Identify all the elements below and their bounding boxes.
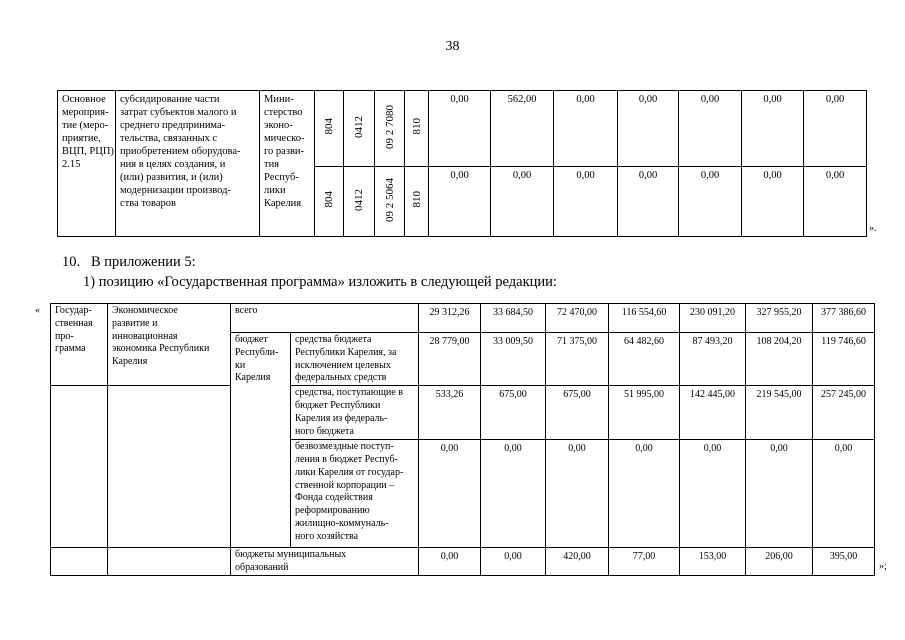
- closing-quote-mark: »;: [879, 561, 887, 572]
- empty-cell: [108, 386, 231, 548]
- amount-cell: 0,00: [481, 548, 546, 576]
- amount-cell: 116 554,60: [609, 304, 680, 333]
- opening-quote-mark: «: [35, 305, 40, 316]
- table-row: [51, 548, 875, 576]
- amount-cell: 28 779,00: [419, 333, 481, 386]
- amount-cell: 29 312,26: [419, 304, 481, 333]
- amount-cell: 108 204,20: [746, 333, 813, 386]
- amount-cell: 0,00: [419, 548, 481, 576]
- amount-cell: 219 545,00: [746, 386, 813, 440]
- amount-cell: 0,00: [481, 440, 546, 548]
- code-cell: [405, 167, 429, 237]
- amount-cell: 87 493,20: [680, 333, 746, 386]
- amount-cell: 533,26: [419, 386, 481, 440]
- source-label: бюджеты муниципальных образований: [231, 548, 419, 576]
- amount-cell: 420,00: [546, 548, 609, 576]
- amount-cell: 0,00: [429, 167, 491, 237]
- amount-cell: 119 746,60: [813, 333, 875, 386]
- program-funding-table: [50, 303, 875, 576]
- amount-cell: 72 470,00: [546, 304, 609, 333]
- code-cell: [375, 167, 405, 237]
- amount-cell: 206,00: [746, 548, 813, 576]
- item-number: 10.: [62, 254, 81, 270]
- amount-cell: 377 386,60: [813, 304, 875, 333]
- amount-cell: 77,00: [609, 548, 680, 576]
- amount-cell: 0,00: [546, 440, 609, 548]
- amount-cell: 0,00: [554, 167, 618, 237]
- expense-type-code: 810: [410, 191, 423, 208]
- table-row: [51, 304, 875, 333]
- amount-cell: 0,00: [679, 167, 742, 237]
- program-name-cell: Экономическое развитие и инновационная экономика Республики Карелия: [108, 304, 231, 386]
- amount-cell: 0,00: [679, 91, 742, 167]
- amount-cell: 0,00: [419, 440, 481, 548]
- code-cell: [315, 91, 344, 167]
- amount-cell: 0,00: [429, 91, 491, 167]
- ministry-code: 804: [323, 118, 335, 135]
- amount-cell: 33 684,50: [481, 304, 546, 333]
- amount-cell: 0,00: [742, 91, 804, 167]
- amount-cell: 0,00: [491, 167, 554, 237]
- closing-quote-mark: ».: [869, 223, 877, 234]
- amount-cell: 64 482,60: [609, 333, 680, 386]
- source-label: средства, поступающие в бюджет Республики Карелия из федераль- ного бюджета: [291, 386, 419, 440]
- item-text: В приложении 5:: [91, 254, 196, 270]
- event-funding-table: [57, 90, 867, 237]
- source-label: средства бюджета Республики Карелия, за исключением целевых федеральных средств: [291, 333, 419, 386]
- amount-cell: 327 955,20: [746, 304, 813, 333]
- table-row: [51, 386, 875, 440]
- subitem-text: 1) позицию «Государственная программа» изложить в следующей редакции:: [83, 274, 557, 290]
- section-code: 0412: [353, 115, 365, 138]
- source-label: всего: [231, 304, 419, 333]
- budget-group-cell: бюджет Республи- ки Карелия: [231, 333, 291, 548]
- status-cell: Государ- ственная про- грамма: [51, 304, 108, 386]
- code-cell: [344, 91, 375, 167]
- page-number: 38: [445, 39, 460, 54]
- amount-cell: 0,00: [680, 440, 746, 548]
- empty-cell: [51, 386, 108, 548]
- expense-type-code: 810: [410, 118, 423, 135]
- event-cell: Основное мероприя- тие (меро- приятие, ВЦП, РЦП) 2.15: [58, 91, 116, 237]
- amount-cell: 675,00: [546, 386, 609, 440]
- amount-cell: 0,00: [618, 167, 679, 237]
- amount-cell: 0,00: [804, 167, 867, 237]
- amount-cell: 257 245,00: [813, 386, 875, 440]
- amount-cell: 0,00: [746, 440, 813, 548]
- amount-cell: 0,00: [609, 440, 680, 548]
- code-cell: [315, 167, 344, 237]
- target-article-code: 09 2 5064: [383, 177, 396, 222]
- amount-cell: 0,00: [554, 91, 618, 167]
- amount-cell: 0,00: [618, 91, 679, 167]
- code-cell: [405, 91, 429, 167]
- empty-cell: [108, 548, 231, 576]
- amount-cell: 142 445,00: [680, 386, 746, 440]
- code-cell: [344, 167, 375, 237]
- amount-cell: 71 375,00: [546, 333, 609, 386]
- ministry-code: 804: [323, 191, 335, 208]
- code-cell: [375, 91, 405, 167]
- amount-cell: 395,00: [813, 548, 875, 576]
- amount-cell: 675,00: [481, 386, 546, 440]
- amount-cell: 51 995,00: [609, 386, 680, 440]
- table-row: [58, 91, 867, 167]
- amount-cell: 33 009,50: [481, 333, 546, 386]
- empty-cell: [51, 548, 108, 576]
- amount-cell: 562,00: [491, 91, 554, 167]
- section-code: 0412: [353, 188, 365, 211]
- amount-cell: 230 091,20: [680, 304, 746, 333]
- amount-cell: 0,00: [813, 440, 875, 548]
- target-article-code: 09 2 7080: [383, 104, 396, 149]
- source-label: безвозмездные поступ- ления в бюджет Респуб- лики Карелия от государ- ственной корпорации – Фонда содействия реформированию жилищно-коммуналь- ного хозяйства: [291, 440, 419, 548]
- amount-cell: 0,00: [742, 167, 804, 237]
- amount-cell: 153,00: [680, 548, 746, 576]
- description-cell: субсидирование части затрат субъектов малого и среднего предпринима- тельства, связанных с приобретением оборудова- ния в целях создания, и (или) развития, и (или) модернизации производ- ства товаров: [116, 91, 260, 237]
- amount-cell: 0,00: [804, 91, 867, 167]
- executor-cell: Мини- стерство эконо- мическо- го разви- тия Респуб- лики Карелия: [260, 91, 315, 237]
